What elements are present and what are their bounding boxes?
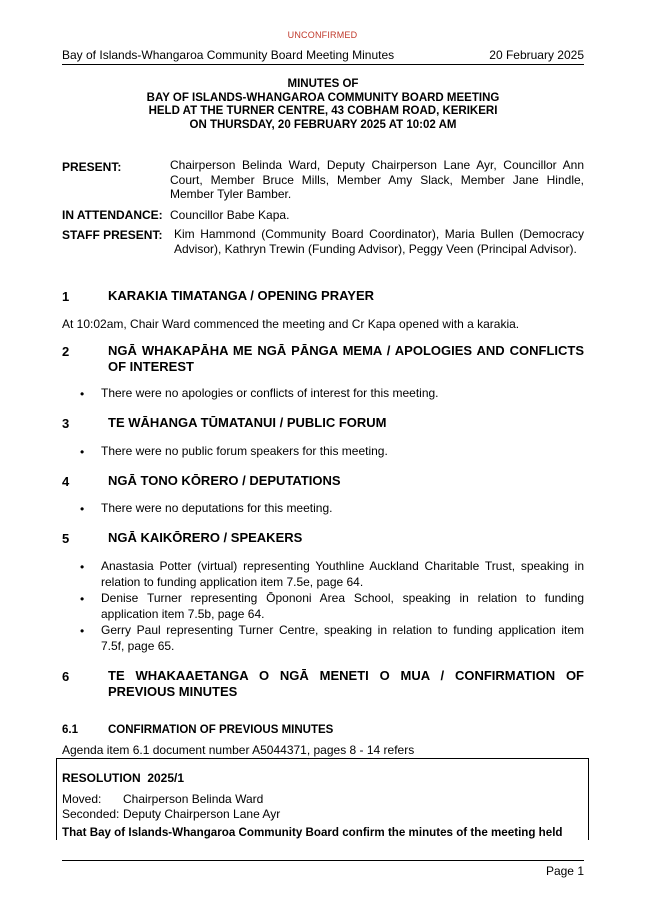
in-attendance-text: Councillor Babe Kapa. bbox=[170, 208, 290, 222]
section-3-bullet: There were no public forum speakers for this meeting. bbox=[101, 444, 388, 458]
section-3-number: 3 bbox=[62, 416, 70, 431]
in-attendance-label: IN ATTENDANCE: bbox=[62, 208, 163, 222]
subsection-number: 6.1 bbox=[62, 724, 78, 736]
section-2-bullet: There were no apologies or conflicts of interest for this meeting. bbox=[101, 386, 439, 400]
section-1-title: KARAKIA TIMATANGA / OPENING PRAYER bbox=[108, 288, 375, 303]
section-4-title: NGĀ TONO KŌRERO / DEPUTATIONS bbox=[108, 473, 341, 488]
section-5-number: 5 bbox=[62, 531, 70, 546]
page-number: Page 1 bbox=[545, 864, 584, 878]
title-line-3: HELD AT THE TURNER CENTRE, 43 COBHAM ROAD, KERIKERI bbox=[148, 105, 498, 117]
header-title: Bay of Islands-Whangaroa Community Board Meeting Minutes bbox=[62, 48, 395, 62]
resolution-text: That Bay of Islands-Whangaroa Community Board confirm the minutes of the meeting held bbox=[62, 826, 563, 839]
moved-value: Chairperson Belinda Ward bbox=[123, 792, 264, 806]
section-5-title: NGĀ KAIKŌRERO / SPEAKERS bbox=[108, 530, 303, 545]
speaker-item: Anastasia Potter (virtual) representing Youthline Auckland Charitable Trust, speaking in relation to funding application item 7.5e, page 64. bbox=[101, 559, 584, 589]
minutes-title bbox=[62, 78, 584, 132]
speaker-item: Gerry Paul representing Turner Centre, speaking in relation to funding application item 7.5f, page 65. bbox=[101, 623, 584, 653]
section-4-bullet: There were no deputations for this meeting. bbox=[101, 501, 333, 515]
moved-label: Moved: bbox=[62, 792, 102, 806]
section-2-number: 2 bbox=[62, 344, 70, 359]
header-divider bbox=[62, 64, 584, 65]
header-date: 20 February 2025 bbox=[489, 48, 584, 62]
bullet-icon: • bbox=[80, 560, 85, 574]
section-6-number: 6 bbox=[62, 669, 70, 684]
resolution-heading: RESOLUTION 2025/1 bbox=[62, 771, 185, 785]
bullet-icon: • bbox=[80, 592, 85, 606]
section-6-title: TE WHAKAAETANGA O NGĀ MENETI O MUA / CONFIRMATION OF PREVIOUS MINUTES bbox=[108, 668, 584, 699]
staff-present-label: STAFF PRESENT: bbox=[62, 228, 163, 242]
bullet-icon: • bbox=[80, 624, 85, 638]
bullet-icon: • bbox=[80, 387, 85, 401]
title-line-2: BAY OF ISLANDS-WHANGAROA COMMUNITY BOARD MEETING bbox=[146, 91, 500, 104]
section-2-title: NGĀ WHAKAPĀHA ME NGĀ PĀNGA MEMA / APOLOGIES AND CONFLICTS OF INTEREST bbox=[108, 343, 584, 374]
agenda-reference: Agenda item 6.1 document number A5044371, pages 8 - 14 refers bbox=[62, 743, 415, 757]
bullet-icon: • bbox=[80, 445, 85, 459]
staff-present-text: Kim Hammond (Community Board Coordinator), Maria Bullen (Democracy Advisor), Kathryn Trewin (Funding Advisor), Peggy Veen (Principal Advisor). bbox=[174, 227, 584, 256]
title-line-4: ON THURSDAY, 20 FEBRUARY 2025 AT 10:02 AM bbox=[189, 118, 457, 131]
footer-divider bbox=[62, 860, 584, 861]
speaker-item: Denise Turner representing Ōpononi Area School, speaking in relation to funding application item 7.5b, page 64. bbox=[101, 591, 584, 621]
section-3-title: TE WĀHANGA TŪMATANUI / PUBLIC FORUM bbox=[108, 415, 387, 430]
section-4-number: 4 bbox=[62, 474, 70, 489]
seconded-value: Deputy Chairperson Lane Ayr bbox=[123, 807, 281, 821]
present-text: Chairperson Belinda Ward, Deputy Chairperson Lane Ayr, Councillor Ann Court, Member Bruce Mills, Member Amy Slack, Member Jane Hindle, Member Tyler Bamber. bbox=[170, 158, 584, 201]
seconded-label: Seconded: bbox=[62, 807, 120, 821]
title-line-1: MINUTES OF bbox=[287, 78, 359, 90]
subsection-title: CONFIRMATION OF PREVIOUS MINUTES bbox=[108, 724, 334, 736]
present-label: PRESENT: bbox=[62, 160, 122, 174]
bullet-icon: • bbox=[80, 502, 85, 516]
section-1-text: At 10:02am, Chair Ward commenced the meeting and Cr Kapa opened with a karakia. bbox=[62, 317, 520, 331]
section-1-number: 1 bbox=[62, 289, 70, 304]
unconfirmed-watermark: UNCONFIRMED bbox=[287, 30, 358, 40]
